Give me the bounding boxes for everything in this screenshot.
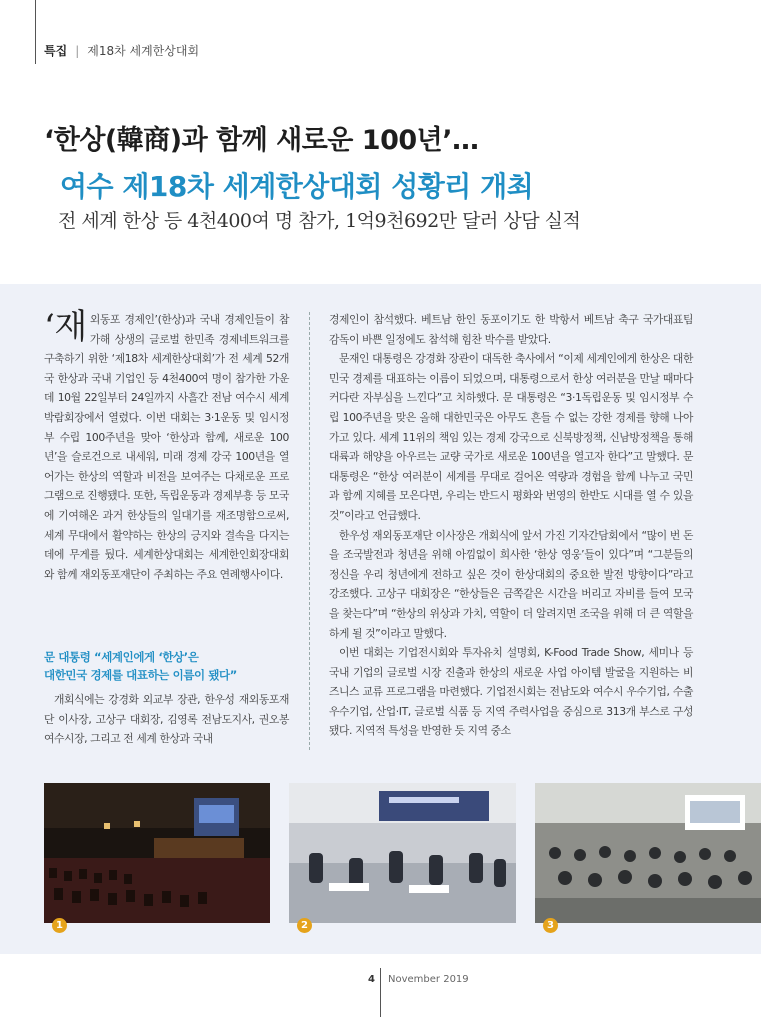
section-divider: |	[75, 44, 80, 58]
column-divider	[309, 312, 310, 750]
photo-number-2: 2	[297, 918, 312, 933]
paragraph-2: 문재인 대통령은 강경화 장관이 대독한 축사에서 “이제 세계인에게 한상은 대한민국 경제를 대표하는 이름이 되었으며, 대통령으로서 한상 여러분을 만날 때마다 커다란 자부심을 느낀다”고 치하했다. 문 대통령은 “3·1독립운동 및 임시정부 수립 100주년을 맞은 올해 대한민국은 아무도 흔들 수 없는 강한 경제를 향해 나아가고 있다. 세계 11위의 책임 있는 경제 강국으로 신북방정책, 신남방정책을 통해 대륙과 해양을 아우르는 교량 국가로 새로운 100년을 열고자 한다”고 말했다. 문 대통령은 “한상 여러분이 세계를 무대로 걸어온 역량과 경험을 함께 나누고 국민과 함께 지혜를 모은다면, 우리는 반드시 평화와 번영의 한반도 시대를 열 수 있을 것”이라고 언급했다.	[329, 352, 693, 522]
intro-text: 외동포 경제인’(한상)과 국내 경제인들이 참가해 상생의 글로벌 한민족 경제네트워크를 구축하기 위한 ‘제18차 세계한상대회’가 전 세계 52개국 한상과 국내 기업인 등 4천400여 명이 참가한 가운데 10월 22일부터 24일까지 사흘간 전남 여수시 세계박람회장에서 열렸다. 이번 대회는 3·1운동 및 임시정부 수립 100주년을 맞아 ‘한상과 함께, 새로운 100년’을 슬로건으로 내세워, 미래 경제 강국 100년을 열어가는 한상의 역할과 비전을 보여주는 다채로운 프로그램으로 진행됐다. 또한, 독립운동과 경제부흥 등 모국에 기여해온 과거 한상들의 일대기를 재조명함으로써, 세계 무대에서 활약하는 한상의 긍지와 결속을 다지는 데에 무게를 뒀다. 세계한상대회는 세계한인회장대회와 함께 재외동포재단이 주최하는 주요 연례행사이다.	[44, 313, 289, 581]
photo-business-meeting	[289, 783, 516, 923]
right-column	[329, 310, 693, 741]
section-label	[44, 42, 199, 59]
section-topic: 제18차 세계한상대회	[87, 44, 200, 58]
headline-line1: ‘한상(韓商)과 함께 새로운 100년’…	[44, 125, 479, 156]
subhead-line1: 문 대통령 “세계인에게 ‘한상’은	[44, 650, 199, 664]
photo-number-1: 1	[52, 918, 67, 933]
opening-text: 개회식에는 강경화 외교부 장관, 한우성 재외동포재단 이사장, 고상구 대회장, 김영록 전남도지사, 권오봉 여수시장, 그리고 전 세계 한상과 국내	[44, 693, 289, 746]
dropcap: ‘재	[44, 307, 87, 347]
photo-conference-hall	[44, 783, 270, 923]
left-column-bottom	[44, 690, 289, 749]
section-subhead	[44, 648, 289, 684]
photo-number-3: 3	[543, 918, 558, 933]
paragraph-1: 경제인이 참석했다. 베트남 한인 동포이기도 한 박항서 베트남 축구 국가대표팀 감독이 바쁜 일정에도 참석해 힘찬 박수를 받았다.	[329, 313, 693, 346]
photo-seminar-audience	[535, 783, 761, 923]
paragraph-4: 이번 대회는 기업전시회와 투자유치 설명회, K-Food Trade Show, 세미나 등 국내 기업의 글로벌 시장 진출과 한상의 새로운 사업 아이템 발굴을 지원하는 비즈니스 교류 프로그램을 마련했다. 기업전시회는 전남도와 여수시 우수기업, 수출 우수기업, 산업·IT, 글로벌 식품 등 지역 주력사업을 중심으로 313개 부스로 구성됐다. 지역적 특성을 반영한 듯 지역 중소	[329, 646, 693, 738]
paragraph-intro	[44, 307, 289, 584]
footer-rule	[380, 968, 381, 1017]
section-name: 특집	[44, 44, 68, 58]
page-number: 4	[368, 974, 375, 985]
headline-line2: 여수 제18차 세계한상대회 성황리 개최	[60, 170, 534, 203]
header-rule	[35, 0, 36, 64]
paragraph-opening	[44, 690, 289, 749]
subheadline: 전 세계 한상 등 4천400여 명 참가, 1억9천692만 달러 상담 실적	[58, 210, 581, 232]
paragraph-3: 한우성 재외동포재단 이사장은 개회식에 앞서 가진 기자간담회에서 “많이 번 돈을 조국발전과 청년을 위해 아낌없이 희사한 ‘한상 영웅’들이 있다”며 “그분들의 정신을 우리 청년에게 전하고 싶은 것이 한상대회의 중요한 발전 방향이다”라고 강조했다. 고상구 대회장은 “한상들은 금쪽같은 시간을 버리고 자비를 들여 모국을 찾는다”며 “한상의 위상과 가치, 역할이 더 알려지면 조국을 위해 더 큰 역할을 하게 될 것”이라고 말했다.	[329, 528, 693, 640]
left-column	[44, 307, 289, 584]
issue-date: November 2019	[388, 974, 469, 985]
subhead-line2: 대한민국 경제를 대표하는 이름이 됐다”	[44, 668, 237, 682]
